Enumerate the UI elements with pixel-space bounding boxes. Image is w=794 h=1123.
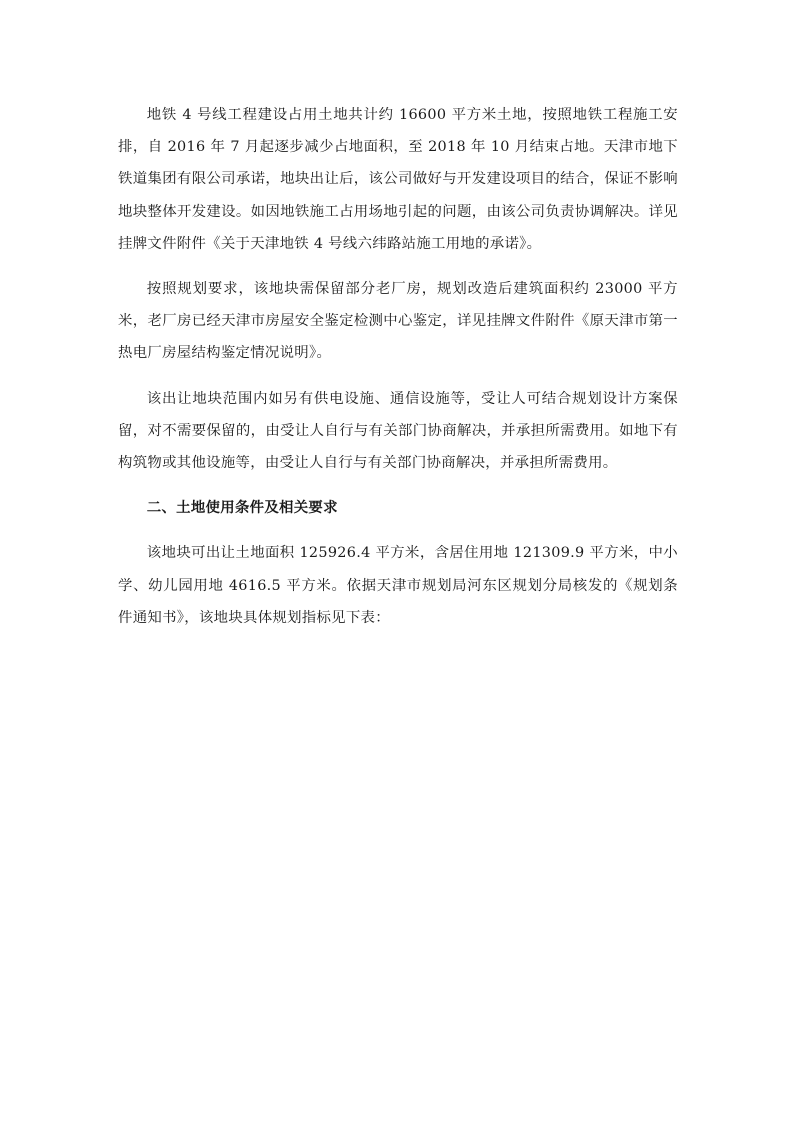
paragraph-old-factory: 按照规划要求，该地块需保留部分老厂房，规划改造后建筑面积约 23000 平方米，老厂房已经天津市房屋安全鉴定检测中心鉴定，详见挂牌文件附件《原天津市第一热电厂房屋结构鉴定情况说明》。 xyxy=(118,281,678,362)
paragraph-land-area: 该地块可出让土地面积 125926.4 平方米，含居住用地 121309.9 平方米，中小学、幼儿园用地 4616.5 平方米。依据天津市规划局河东区规划分局核发的《规划条件通知书》，该地块具体规划指标见下表： xyxy=(118,545,678,626)
paragraph-metro-land-use: 地铁 4 号线工程建设占用土地共计约 16600 平方米土地，按照地铁工程施工安排，自 2016 年 7 月起逐步减少占地面积，至 2018 年 10 月结束占地。天津市地下铁道集团有限公司承诺，地块出让后，该公司做好与开发建设项目的结合，保证不影响地块整体开发建设。如因地铁施工占用场地引起的问题，由该公司负责协调解决。详见挂牌文件附件《关于天津地铁 4 号线六纬路站施工用地的承诺》。 xyxy=(118,107,678,252)
document-body xyxy=(118,99,678,647)
paragraph-utilities: 该出让地块范围内如另有供电设施、通信设施等，受让人可结合规划设计方案保留，对不需要保留的，由受让人自行与有关部门协商解决，并承担所需费用。如地下有构筑物或其他设施等，由受让人自行与有关部门协商解决，并承担所需费用。 xyxy=(118,390,678,472)
section-heading: 二、土地使用条件及相关要求 xyxy=(146,500,338,517)
